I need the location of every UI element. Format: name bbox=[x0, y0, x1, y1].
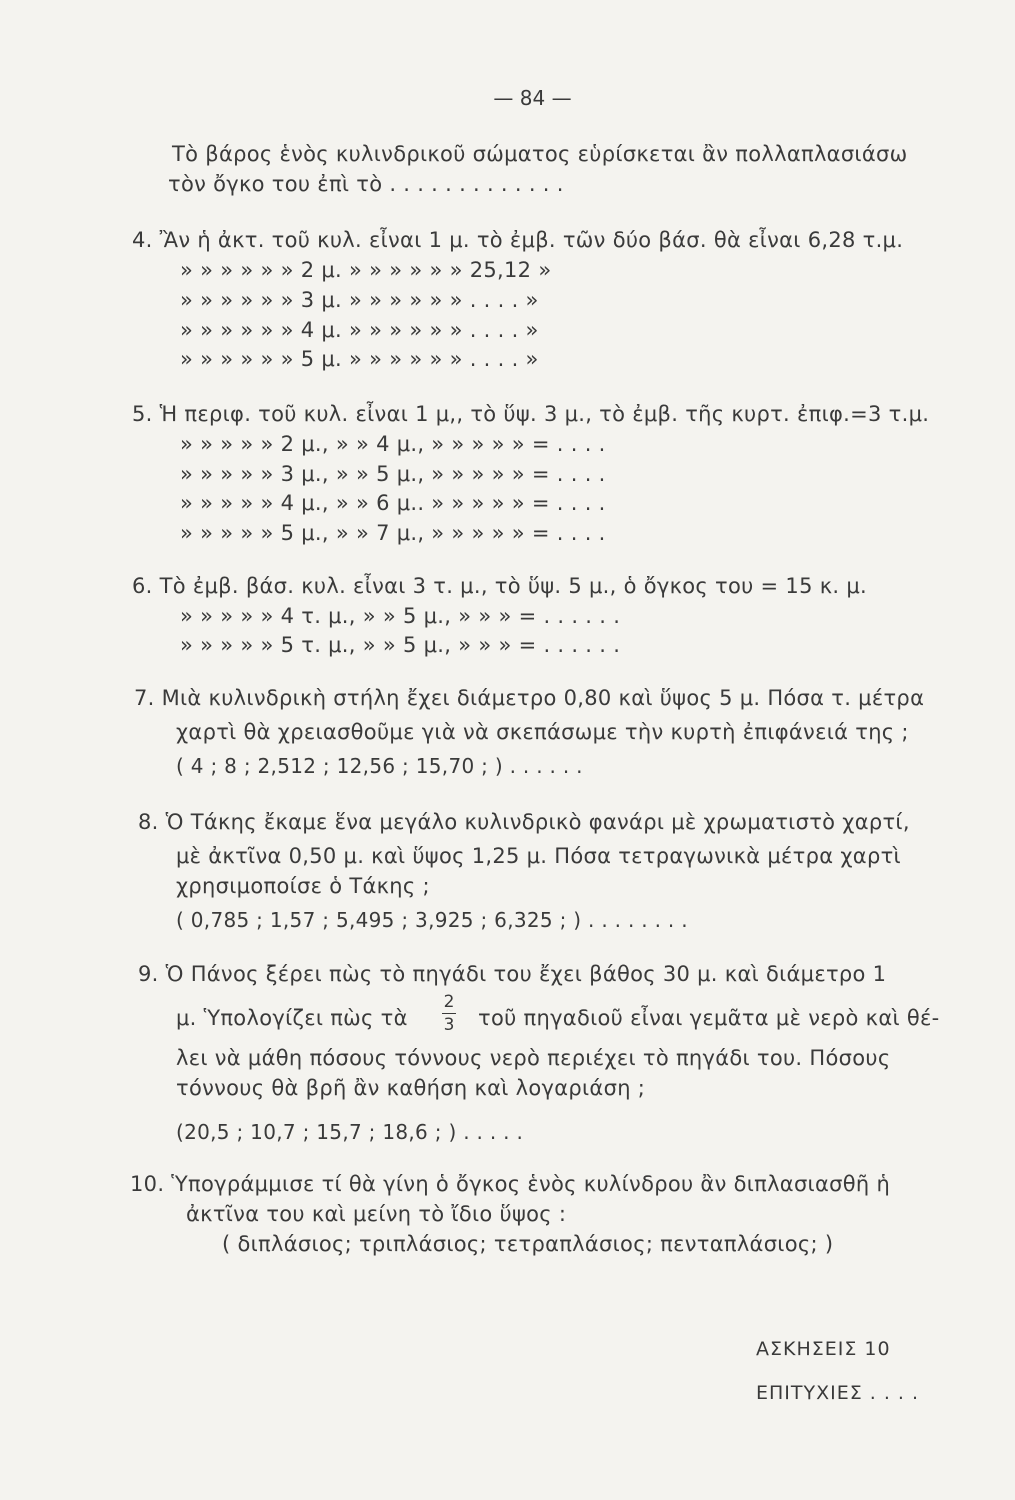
ex6-line-1: 6. Τὸ ἐμβ. βάσ. κυλ. εἶναι 3 τ. μ., τὸ ὕψ. 5 μ., ὁ ὄγκος του = 15 κ. μ. bbox=[132, 574, 867, 598]
intro-line-2: τὸν ὄγκο του ἐπὶ τὸ . . . . . . . . . . . . . bbox=[168, 172, 564, 196]
ex4-line-4: » » » » » » 4 μ. » » » » » » . . . . » bbox=[180, 318, 539, 342]
ex10-options: ( διπλάσιος; τριπλάσιος; τετραπλάσιος; πενταπλάσιος; ) bbox=[222, 1232, 834, 1256]
ex8-line-3: χρησιμοποίσε ὁ Τάκης ; bbox=[176, 874, 430, 898]
ex6-line-3: » » » » » 5 τ. μ., » » 5 μ., » » » = . . . . . . bbox=[180, 633, 621, 657]
fraction-denominator: 3 bbox=[443, 1015, 455, 1035]
exercises-count: ΑΣΚΗΣΕΙΣ 10 bbox=[756, 1338, 891, 1360]
page-number: — 84 — bbox=[493, 86, 572, 110]
ex8-line-2: μὲ ἀκτῖνα 0,50 μ. καὶ ὕψος 1,25 μ. Πόσα τετραγωνικὰ μέτρα χαρτὶ bbox=[176, 844, 901, 868]
intro-line-1: Τὸ βάρος ἑνὸς κυλινδρικοῦ σώματος εὑρίσκεται ἂν πολλαπλασιάσω bbox=[172, 142, 908, 166]
ex9-answers: (20,5 ; 10,7 ; 15,7 ; 18,6 ; ) . . . . . bbox=[176, 1120, 524, 1144]
ex6-line-2: » » » » » 4 τ. μ., » » 5 μ., » » » = . . . . . . bbox=[180, 604, 621, 628]
ex5-line-2: » » » » » 2 μ., » » 4 μ., » » » » » = . . . . bbox=[180, 432, 606, 456]
ex4-line-3: » » » » » » 3 μ. » » » » » » . . . . » bbox=[180, 288, 539, 312]
ex4-line-5: » » » » » » 5 μ. » » » » » » . . . . » bbox=[180, 347, 539, 371]
ex5-line-5: » » » » » 5 μ., » » 7 μ., » » » » » = . . . . bbox=[180, 521, 606, 545]
ex9-line-4: τόννους θὰ βρῆ ἂν καθήση καὶ λογαριάση ; bbox=[176, 1076, 646, 1100]
ex7-line-2: χαρτὶ θὰ χρειασθοῦμε γιὰ νὰ σκεπάσωμε τὴν κυρτὴ ἐπιφάνειά της ; bbox=[176, 720, 909, 744]
ex5-line-3: » » » » » 3 μ., » » 5 μ., » » » » » = . . . . bbox=[180, 462, 606, 486]
fraction-bar bbox=[442, 1013, 456, 1014]
successes-count: ΕΠΙΤΥΧΙΕΣ . . . . bbox=[756, 1382, 920, 1404]
ex9-line-3: λει νὰ μάθη πόσους τόννους νερὸ περιέχει τὸ πηγάδι του. Πόσους bbox=[176, 1046, 891, 1070]
ex10-line-1: 10. Ὑπογράμμισε τί θὰ γίνη ὁ ὄγκος ἑνὸς κυλίνδρου ἂν διπλασιασθῆ ἡ bbox=[130, 1172, 891, 1196]
ex7-line-1: 7. Μιὰ κυλινδρικὴ στήλη ἔχει διάμετρο 0,80 καὶ ὕψος 5 μ. Πόσα τ. μέτρα bbox=[134, 686, 925, 710]
ex5-line-4: » » » » » 4 μ., » » 6 μ.. » » » » » = . . . . bbox=[180, 491, 606, 515]
ex7-answers: ( 4 ; 8 ; 2,512 ; 12,56 ; 15,70 ; ) . . . . . . bbox=[176, 754, 583, 778]
ex9-line-2b: τοῦ πηγαδιοῦ εἶναι γεμᾶτα μὲ νερὸ καὶ θέ- bbox=[478, 1006, 940, 1030]
ex8-line-1: 8. Ὁ Τάκης ἔκαμε ἕνα μεγάλο κυλινδρικὸ φανάρι μὲ χρωματιστὸ χαρτί, bbox=[138, 810, 910, 834]
ex4-line-2: » » » » » » 2 μ. » » » » » » 25,12 » bbox=[180, 258, 552, 282]
ex4-line-1: 4. Ἂν ἡ ἀκτ. τοῦ κυλ. εἶναι 1 μ. τὸ ἐμβ. τῶν δύο βάσ. θὰ εἶναι 6,28 τ.μ. bbox=[132, 228, 904, 252]
fraction-numerator: 2 bbox=[443, 992, 455, 1012]
ex10-line-2: ἀκτῖνα του καὶ μείνη τὸ ἴδιο ὕψος : bbox=[186, 1202, 567, 1226]
ex9-line-1: 9. Ὁ Πάνος ξέρει πὼς τὸ πηγάδι του ἔχει βάθος 30 μ. καὶ διάμετρο 1 bbox=[138, 962, 887, 986]
ex5-line-1: 5. Ἡ περιφ. τοῦ κυλ. εἶναι 1 μ,, τὸ ὕψ. 3 μ., τὸ ἐμβ. τῆς κυρτ. ἐπιφ.=3 τ.μ. bbox=[132, 402, 930, 426]
ex9-line-2a: μ. Ὑπολογίζει πὼς τὰ bbox=[176, 1006, 408, 1030]
ex8-answers: ( 0,785 ; 1,57 ; 5,495 ; 3,925 ; 6,325 ; ) . . . . . . . . bbox=[176, 908, 688, 932]
